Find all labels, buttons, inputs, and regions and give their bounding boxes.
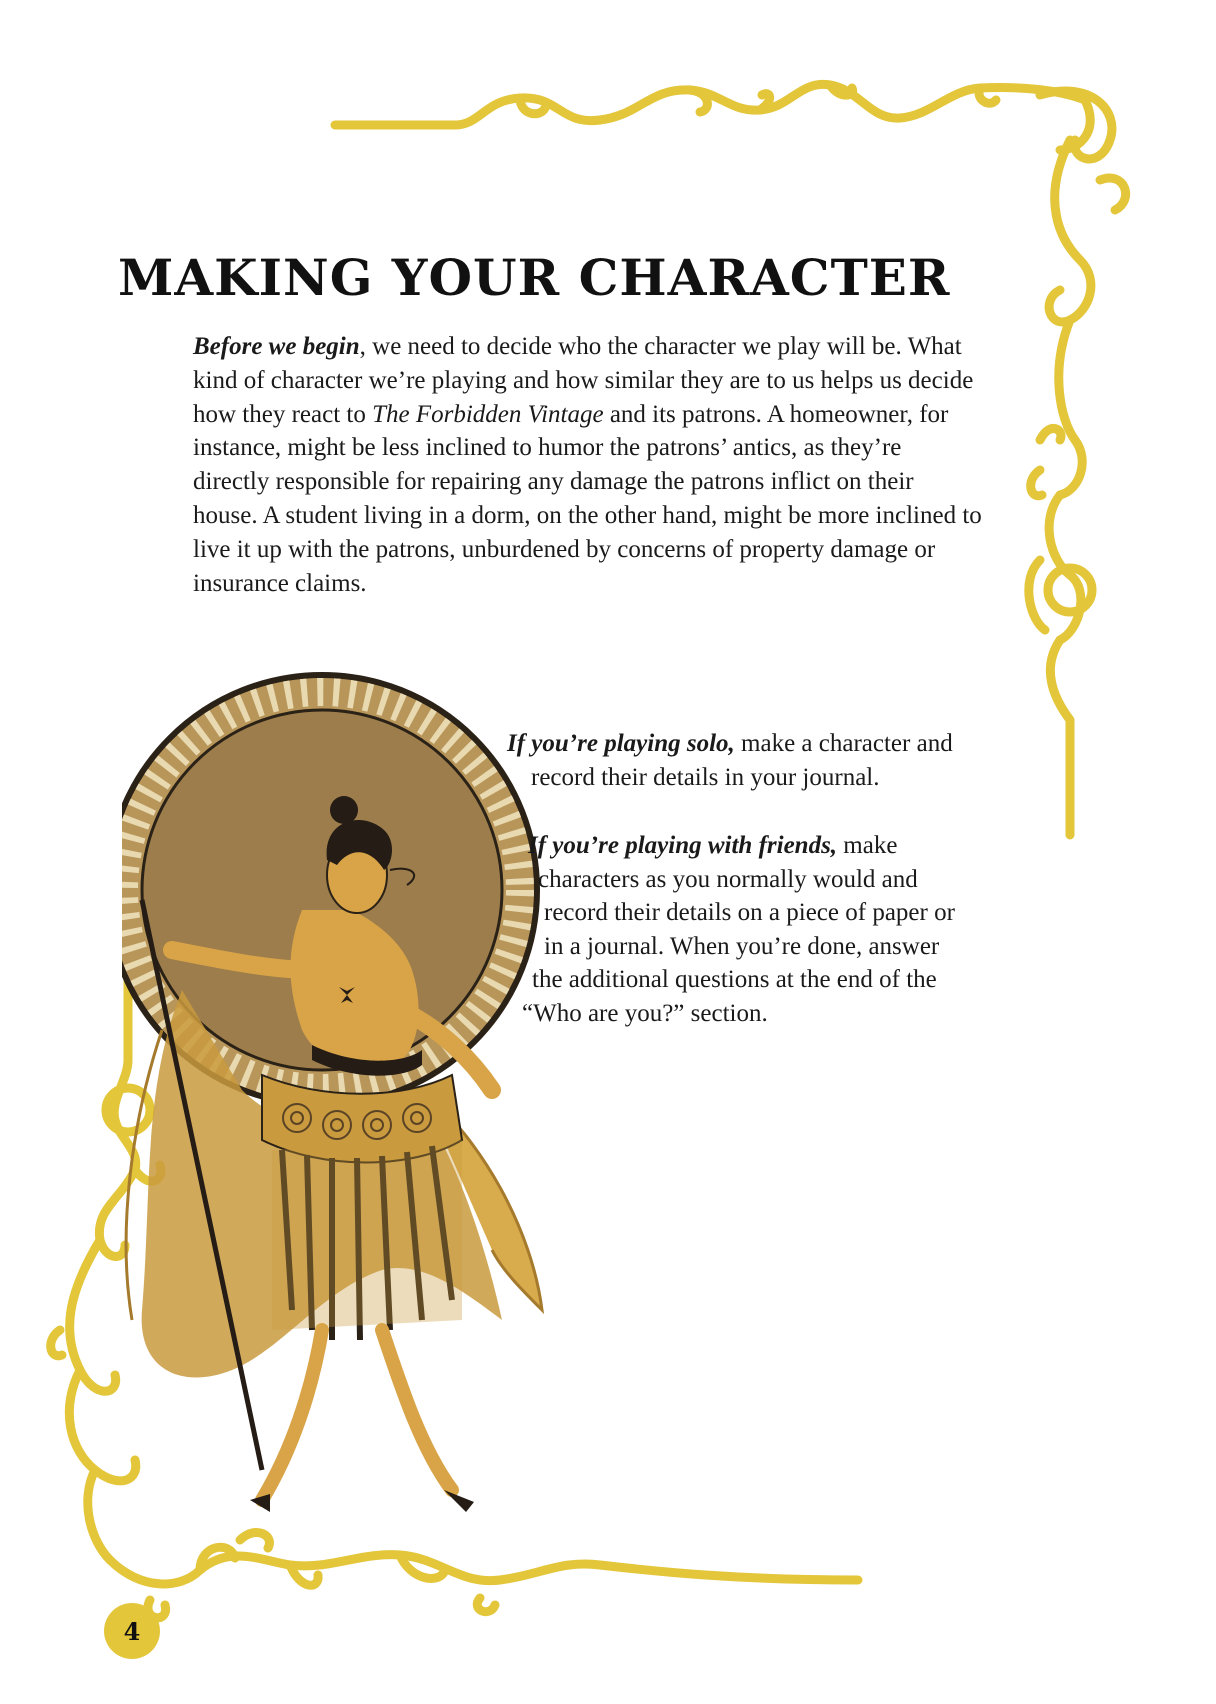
page-title: MAKING YOUR CHARACTER	[118, 248, 951, 307]
friends-lead: If you’re playing with friends,	[528, 832, 838, 859]
friends-line-3: record their details on a piece of paper or	[544, 899, 955, 926]
dancer-illustration	[122, 670, 552, 1550]
book-title: The Forbidden Vintage	[372, 400, 604, 428]
friends-line-5: the additional questions at the end of the	[532, 966, 937, 993]
friends-line-1: make	[837, 832, 898, 859]
intro-lead: Before we begin	[193, 333, 360, 360]
solo-line-2: record their details in your journal.	[531, 763, 880, 791]
intro-text-2: and its patrons. A homeowner, for instance, might be less inclined to humor the patrons’ antics, as they’re directly responsible for repairing any damage the patrons inflict on their house. A student living in a dorm, on the other hand, might be more inclined to live it up with the patrons, unburdened by concerns of property damage or insurance claims.	[193, 400, 982, 597]
page-number-badge: 4	[104, 1603, 160, 1659]
intro-paragraph	[193, 330, 983, 600]
friends-line-6: “Who are you?” section.	[522, 999, 768, 1027]
friends-instructions	[522, 829, 1048, 1030]
intro-text-1: , we need to decide who the character we play will be. What kind of character we’re playing and how similar they are to us helps us decide how they react to	[193, 333, 974, 428]
solo-line-1: make a character and	[734, 730, 953, 757]
friends-line-2: characters as you normally would and	[538, 865, 918, 893]
friends-line-4: in a journal. When you’re done, answer	[544, 932, 940, 960]
solo-lead: If you’re playing solo,	[507, 730, 735, 757]
solo-instructions	[507, 727, 1067, 794]
